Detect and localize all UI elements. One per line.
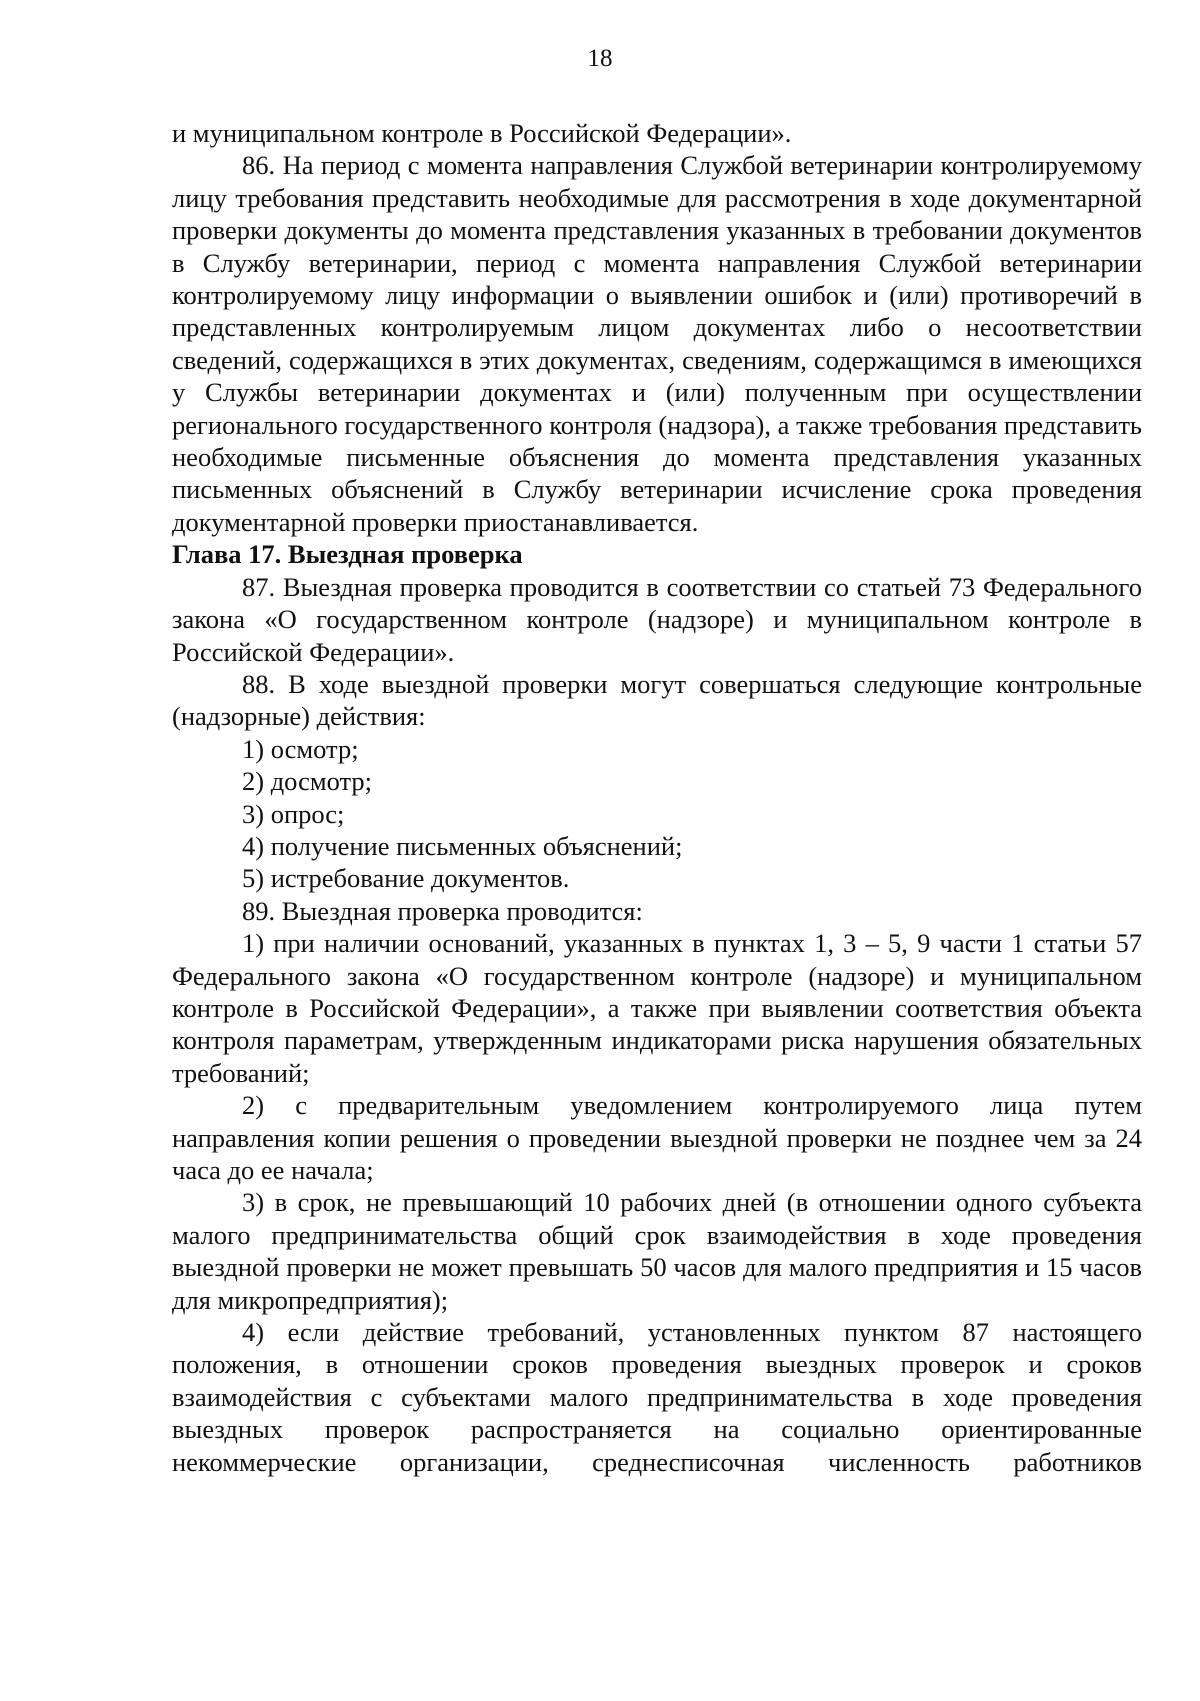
list-item: 4) получение письменных объяснений; <box>242 830 683 861</box>
list-item: 4) если действие требований, установленных пунктом 87 настоящего положения, в отношении сроков проведения выездных проверок и сроков взаимодействия с субъектами малого предпринимательства в ходе проведения выездных проверок распространяется на социально ориентированные некоммерческие организации, среднесписочная численность работников <box>172 1317 1142 1477</box>
list-item: 2) досмотр; <box>242 766 373 797</box>
chapter-heading: Глава 17. Выездная проверка <box>172 539 523 570</box>
paragraph-89: 89. Выездная проверка проводится: <box>242 895 643 926</box>
paragraph-continuation: и муниципальном контроле в Российской Федерации». <box>172 118 792 148</box>
paragraph-88: 88. В ходе выездной проверки могут совершаться следующие контрольные (надзорные) действия: <box>172 668 1142 732</box>
list-item: 1) осмотр; <box>242 733 359 764</box>
list-item: 2) с предварительным уведомлением контролируемого лица путем направления копии решения о проведении выездной проверки не позднее чем за 24 часа до ее начала; <box>172 1090 1142 1185</box>
page-number: 18 <box>587 45 613 72</box>
list-item: 1) при наличии оснований, указанных в пунктах 1, 3 – 5, 9 части 1 статьи 57 Федерального закона «О государственном контроле (надзоре) и муниципальном контроле в Российской Федерации», а также при выявлении соответствия объекта контроля параметрам, утвержденным индикаторами риска нарушения обязательных требований; <box>172 928 1142 1088</box>
document-body <box>172 117 1142 1478</box>
list-item: 3) опрос; <box>242 798 345 829</box>
paragraph-87: 87. Выездная проверка проводится в соответствии со статьей 73 Федерального закона «О государственном контроле (надзоре) и муниципальном контроле в Российской Федерации». <box>172 571 1142 667</box>
paragraph-86: 86. На период с момента направления Службой ветеринарии контролируемому лицу требования представить необходимые для рассмотрения в ходе документарной проверки документы до момента представления указанных в требовании документов в Службу ветеринарии, период с момента направления Службой ветеринарии контролируемому лицу информации о выявлении ошибок и (или) противоречий в представленных контролируемым лицом документах либо о несоответствии сведений, содержащихся в этих документах, сведениям, содержащимся в имеющихся у Службы ветеринарии документах и (или) полученным при осуществлении регионального государственного контроля (надзора), а также требования представить необходимые письменные объяснения до момента представления указанных письменных объяснений в Службу ветеринарии исчисление срока проведения документарной проверки приостанавливается. <box>172 150 1142 537</box>
list-item: 3) в срок, не превышающий 10 рабочих дней (в отношении одного субъекта малого предпринимательства общий срок взаимодействия в ходе проведения выездной проверки не может превышать 50 часов для малого предприятия и 15 часов для микропредприятия); <box>172 1187 1142 1315</box>
list-item: 5) истребование документов. <box>242 863 570 894</box>
